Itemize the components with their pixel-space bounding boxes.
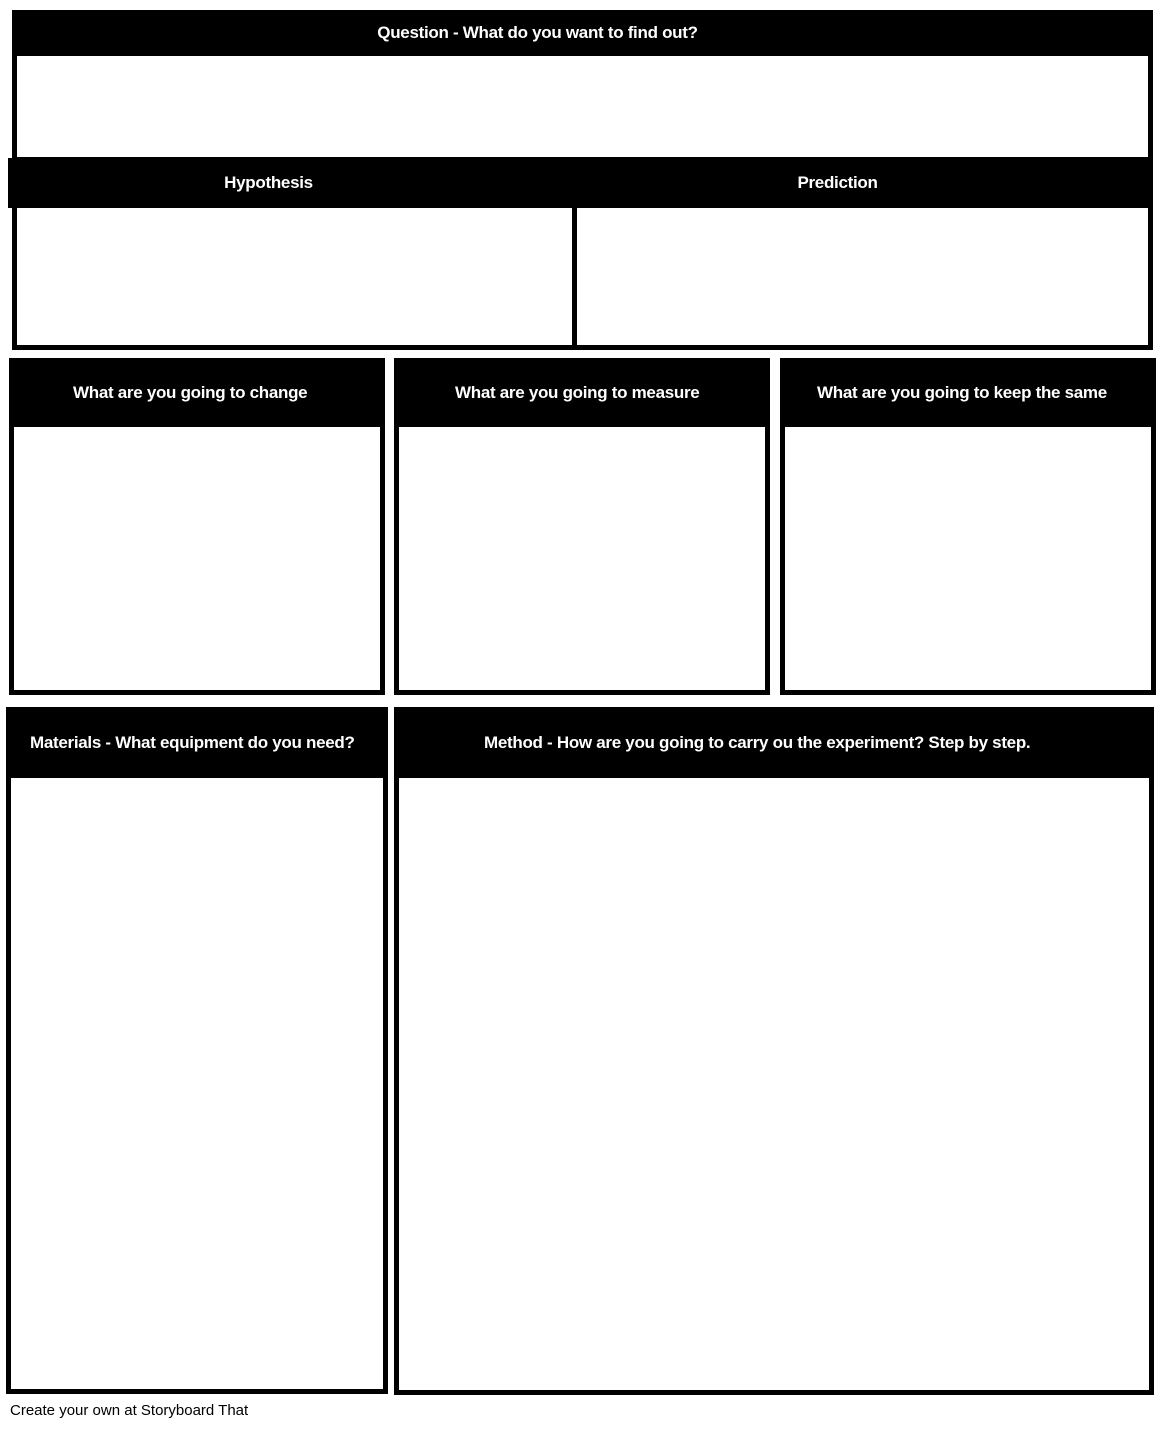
method-header [394,707,1154,778]
change-header [9,358,385,427]
materials-title: Materials - What equipment do you need? [30,732,355,752]
same-header [780,358,1156,427]
question-answer-area[interactable] [17,56,1148,157]
materials-answer-area[interactable] [11,778,383,1389]
hypothesis-header [8,158,579,208]
same-title: What are you going to keep the same [817,382,1107,402]
prediction-answer-area[interactable] [577,208,1148,345]
change-answer-area[interactable] [14,427,380,690]
method-panel [394,707,1154,1395]
question-title: Question - What do you want to find out? [377,23,698,42]
measure-answer-area[interactable] [399,427,765,690]
hypothesis-answer-area[interactable] [17,208,574,345]
prediction-title: Prediction [797,173,878,192]
hypothesis-title: Hypothesis [224,173,313,192]
method-title: Method - How are you going to carry ou the experiment? Step by step. [484,732,1031,752]
materials-panel [6,707,388,1394]
materials-header [6,707,388,778]
question-header [12,10,1153,56]
measure-header [394,358,770,427]
prediction-header [572,158,1153,208]
same-answer-area[interactable] [785,427,1151,690]
measure-title: What are you going to measure [455,382,700,402]
change-title: What are you going to change [73,382,308,402]
method-answer-area[interactable] [399,778,1149,1390]
storyboard-that-credit[interactable]: Create your own at Storyboard That [10,1402,249,1419]
